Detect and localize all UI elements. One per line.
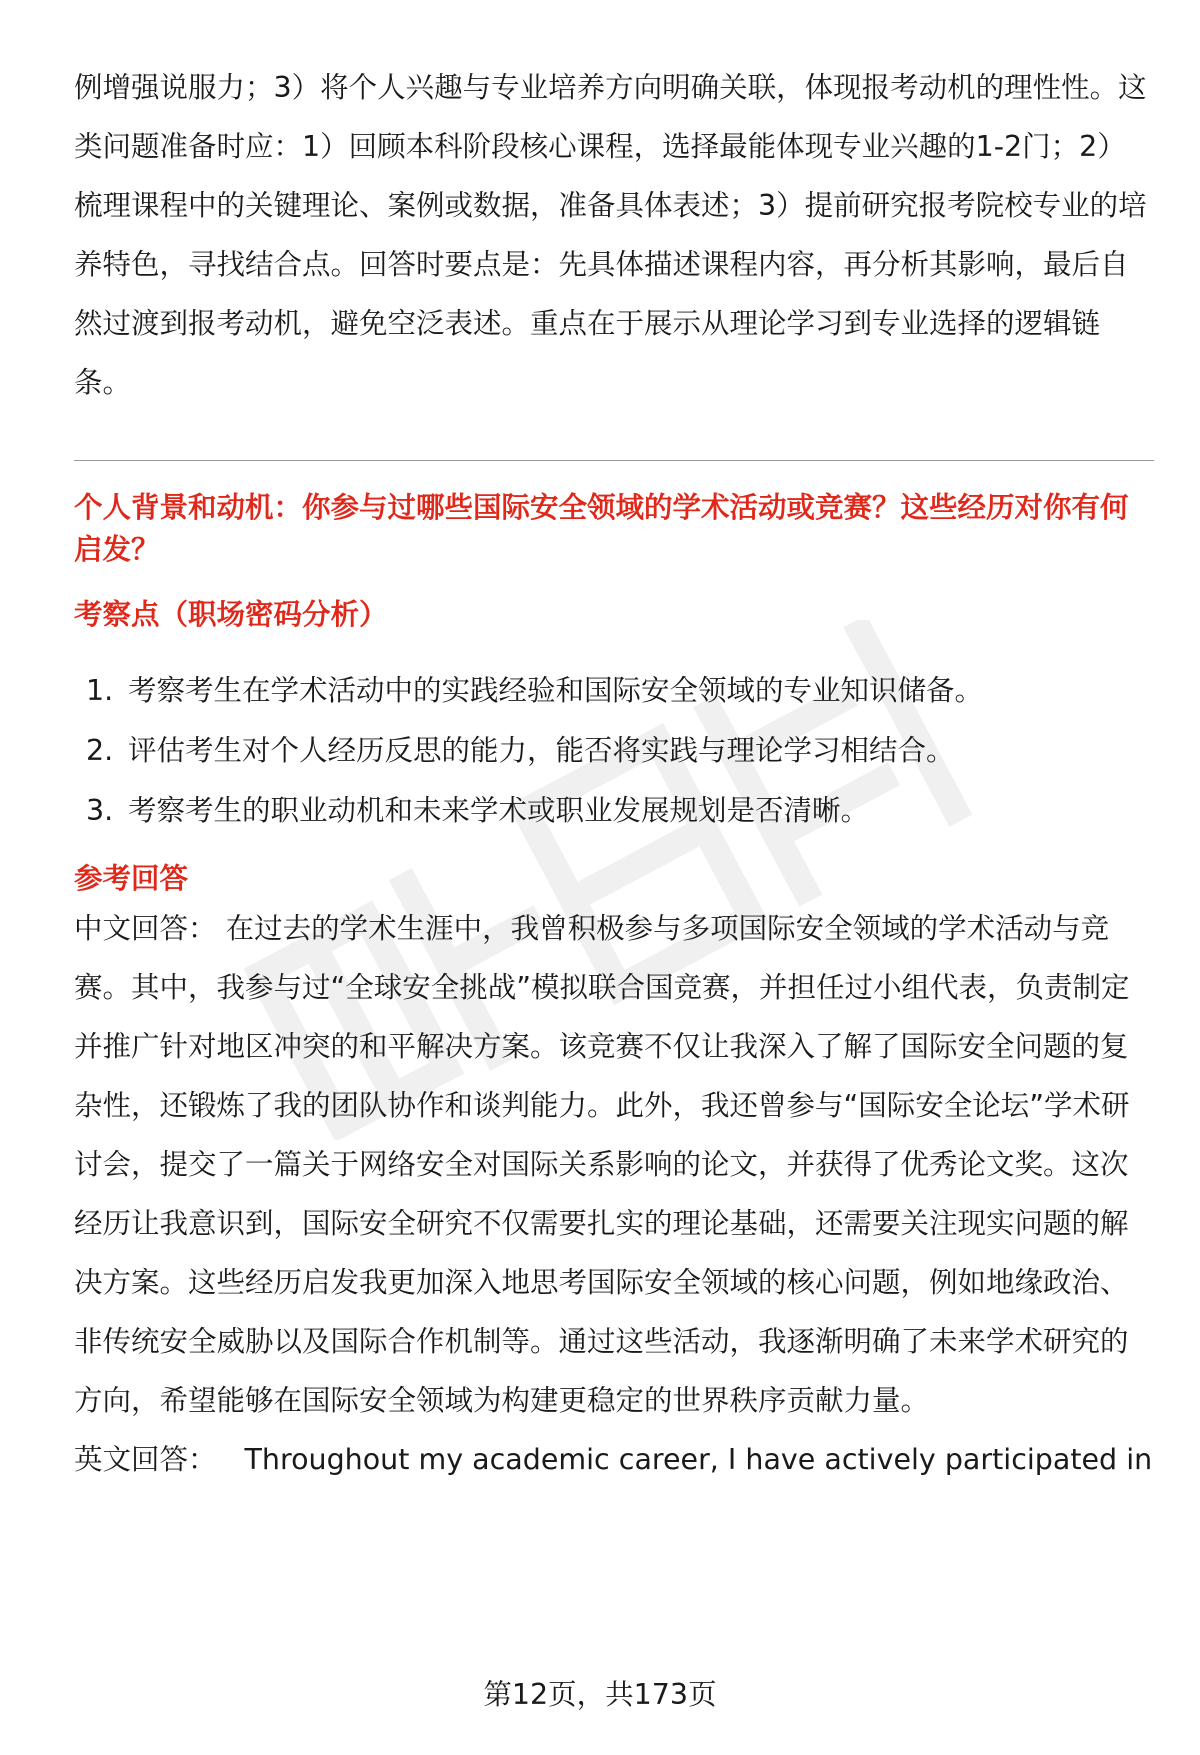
answer-chinese-label: 中文回答： bbox=[74, 912, 217, 945]
answer-english-label: 英文回答： bbox=[74, 1443, 217, 1476]
document-page bbox=[74, 58, 1154, 1489]
list-number: 3. bbox=[86, 794, 114, 827]
list-item-text: 评估考生对个人经历反思的能力，能否将实践与理论学习相结合。 bbox=[128, 734, 955, 767]
answer-chinese-text: 在过去的学术生涯中，我曾积极参与多项国际安全领域的学术活动与竞赛。其中，我参与过“全球安全挑战”模拟联合国竞赛，并担任过小组代表，负责制定并推广针对地区冲突的和平解决方案。该竞赛不仅让我深入了解了国际安全问题的复杂性，还锻炼了我的团队协作和谈判能力。此外，我还曾参与“国际安全论坛”学术研讨会，提交了一篇关于网络安全对国际关系影响的论文，并获得了优秀论文奖。这次经历让我意识到，国际安全研究不仅需要扎实的理论基础，还需要关注现实问题的解决方案。这些经历启发我更加深入地思考国际安全领域的核心问题，例如地缘政治、非传统安全威胁以及国际合作机制等。通过这些活动，我逐渐明确了未来学术研究的方向，希望能够在国际安全领域为构建更稳定的世界秩序贡献力量。 bbox=[74, 912, 1130, 1417]
answer-chinese bbox=[74, 899, 1154, 1430]
question-title: 个人背景和动机：你参与过哪些国际安全领域的学术活动或竞赛？这些经历对你有何启发？ bbox=[74, 491, 1129, 566]
list-number: 1. bbox=[86, 674, 114, 707]
focus-list bbox=[74, 661, 1154, 841]
focus-heading: 考察点（职场密码分析） bbox=[74, 598, 388, 631]
focus-list-item bbox=[74, 721, 1154, 781]
answer-english-text: Throughout my academic career, I have actively participated in bbox=[244, 1443, 1153, 1476]
focus-list-item bbox=[74, 781, 1154, 841]
answer-english bbox=[74, 1430, 1154, 1489]
intro-paragraph: 例增强说服力；3）将个人兴趣与专业培养方向明确关联，体现报考动机的理性性。这类问题准备时应：1）回顾本科阶段核心课程，选择最能体现专业兴趣的1-2门；2）梳理课程中的关键理论、案例或数据，准备具体表述；3）提前研究报考院校专业的培养特色，寻找结合点。回答时要点是：先具体描述课程内容，再分析其影响，最后自然过渡到报考动机，避免空泛表述。重点在于展示从理论学习到专业选择的逻辑链条。 bbox=[74, 71, 1147, 399]
section-divider bbox=[74, 460, 1154, 461]
list-item-text: 考察考生的职业动机和未来学术或职业发展规划是否清晰。 bbox=[128, 794, 870, 827]
page-footer: 第12页，共173页 bbox=[483, 1678, 717, 1711]
focus-list-item bbox=[74, 661, 1154, 721]
list-item-text: 考察考生在学术活动中的实践经验和国际安全领域的专业知识储备。 bbox=[128, 674, 984, 707]
list-number: 2. bbox=[86, 734, 114, 767]
answer-heading: 参考回答 bbox=[74, 862, 189, 895]
